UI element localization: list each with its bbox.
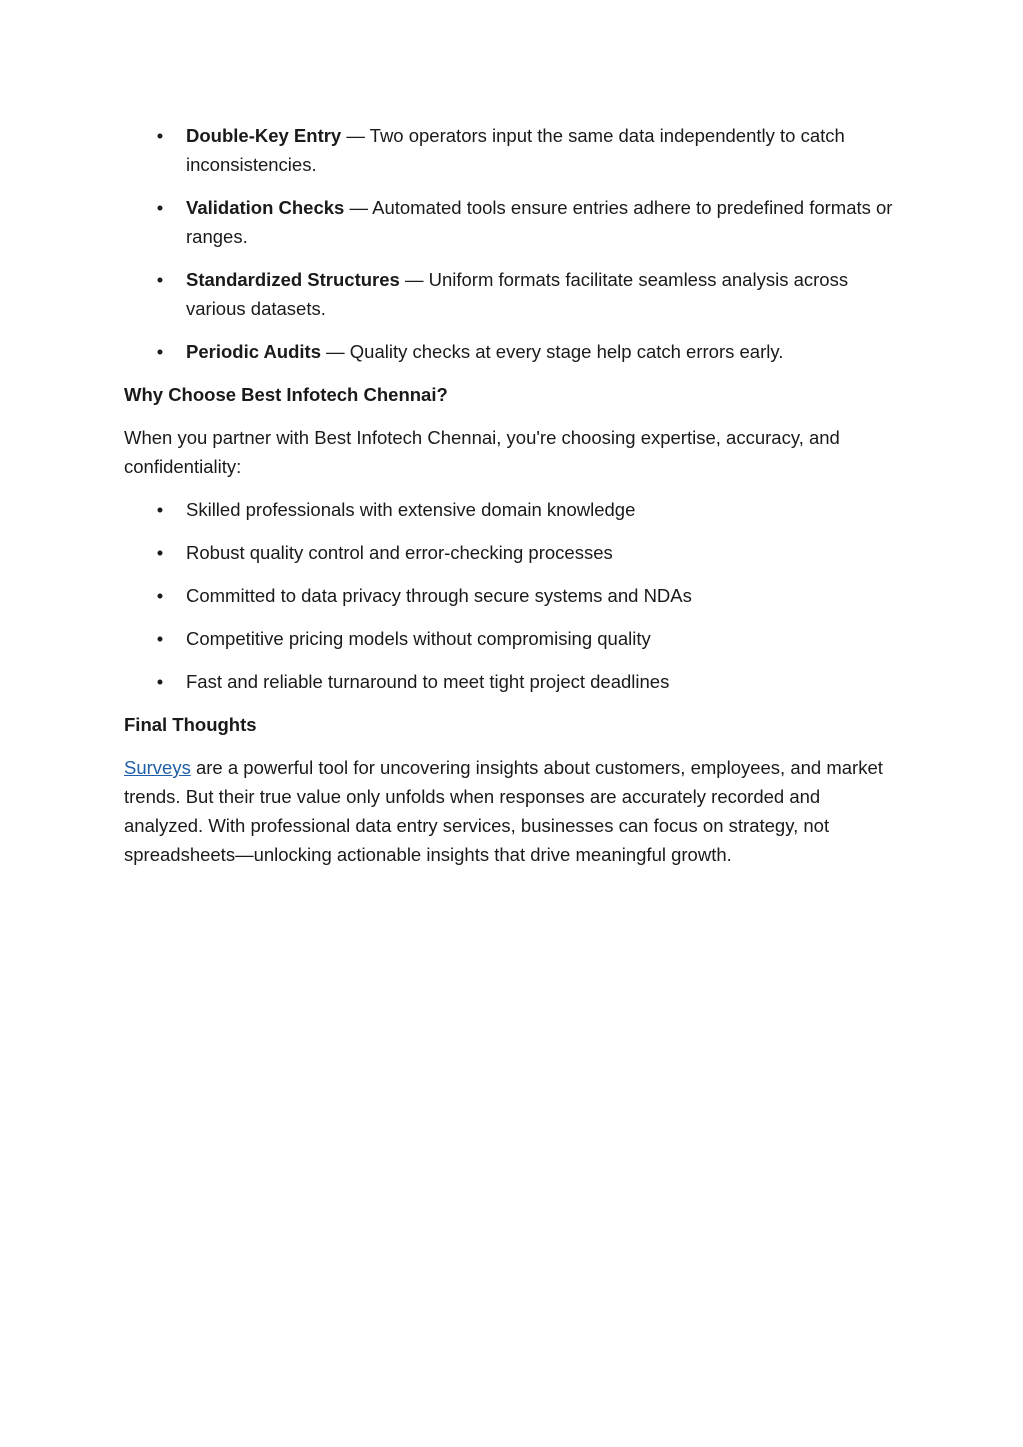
list-item-term: Periodic Audits bbox=[186, 341, 322, 362]
bullet-icon: • bbox=[156, 542, 164, 563]
list-item bbox=[124, 495, 904, 524]
list-item-term: Standardized Structures bbox=[186, 269, 400, 290]
bullet-icon: • bbox=[156, 269, 164, 290]
bullet-icon: • bbox=[156, 499, 164, 520]
list-item-description: — Quality checks at every stage help catch errors early. bbox=[321, 341, 784, 362]
bullet-icon: • bbox=[156, 585, 164, 606]
why-choose-list bbox=[124, 495, 904, 696]
list-item-text: Robust quality control and error-checking processes bbox=[186, 542, 613, 563]
document-page bbox=[124, 121, 904, 883]
final-thoughts-paragraph bbox=[124, 753, 904, 869]
list-item-term: Validation Checks bbox=[186, 197, 345, 218]
list-item-description: — Two operators input the same data independently to catch inconsistencies. bbox=[186, 125, 845, 175]
list-item bbox=[124, 624, 904, 653]
list-item bbox=[124, 337, 904, 366]
surveys-link[interactable]: Surveys bbox=[124, 757, 191, 778]
list-item-text: Skilled professionals with extensive domain knowledge bbox=[186, 499, 636, 520]
list-item bbox=[124, 193, 904, 251]
why-choose-heading: Why Choose Best Infotech Chennai? bbox=[124, 384, 448, 405]
list-item bbox=[124, 121, 904, 179]
list-item-term: Double-Key Entry bbox=[186, 125, 342, 146]
list-item-text: Competitive pricing models without compromising quality bbox=[186, 628, 651, 649]
final-thoughts-text: are a powerful tool for uncovering insights about customers, employees, and market trends. But their true value only unfolds when responses are accurately recorded and analyzed. With professional data entry services, businesses can focus on strategy, not spreadsheets—unlocking actionable insights that drive meaningful growth. bbox=[124, 757, 883, 865]
bullet-icon: • bbox=[156, 125, 164, 146]
list-item-description: — Automated tools ensure entries adhere to predefined formats or ranges. bbox=[186, 197, 893, 247]
list-item-text: Fast and reliable turnaround to meet tight project deadlines bbox=[186, 671, 670, 692]
bullet-icon: • bbox=[156, 671, 164, 692]
bullet-icon: • bbox=[156, 341, 164, 362]
list-item bbox=[124, 265, 904, 323]
why-choose-intro: When you partner with Best Infotech Chennai, you're choosing expertise, accuracy, and confidentiality: bbox=[124, 427, 840, 477]
list-item bbox=[124, 581, 904, 610]
list-item-text: Committed to data privacy through secure systems and NDAs bbox=[186, 585, 692, 606]
list-item bbox=[124, 538, 904, 567]
list-item bbox=[124, 667, 904, 696]
list-item-description: — Uniform formats facilitate seamless analysis across various datasets. bbox=[186, 269, 849, 319]
bullet-icon: • bbox=[156, 628, 164, 649]
bullet-icon: • bbox=[156, 197, 164, 218]
final-thoughts-heading: Final Thoughts bbox=[124, 714, 257, 735]
quality-methods-list bbox=[124, 121, 904, 366]
